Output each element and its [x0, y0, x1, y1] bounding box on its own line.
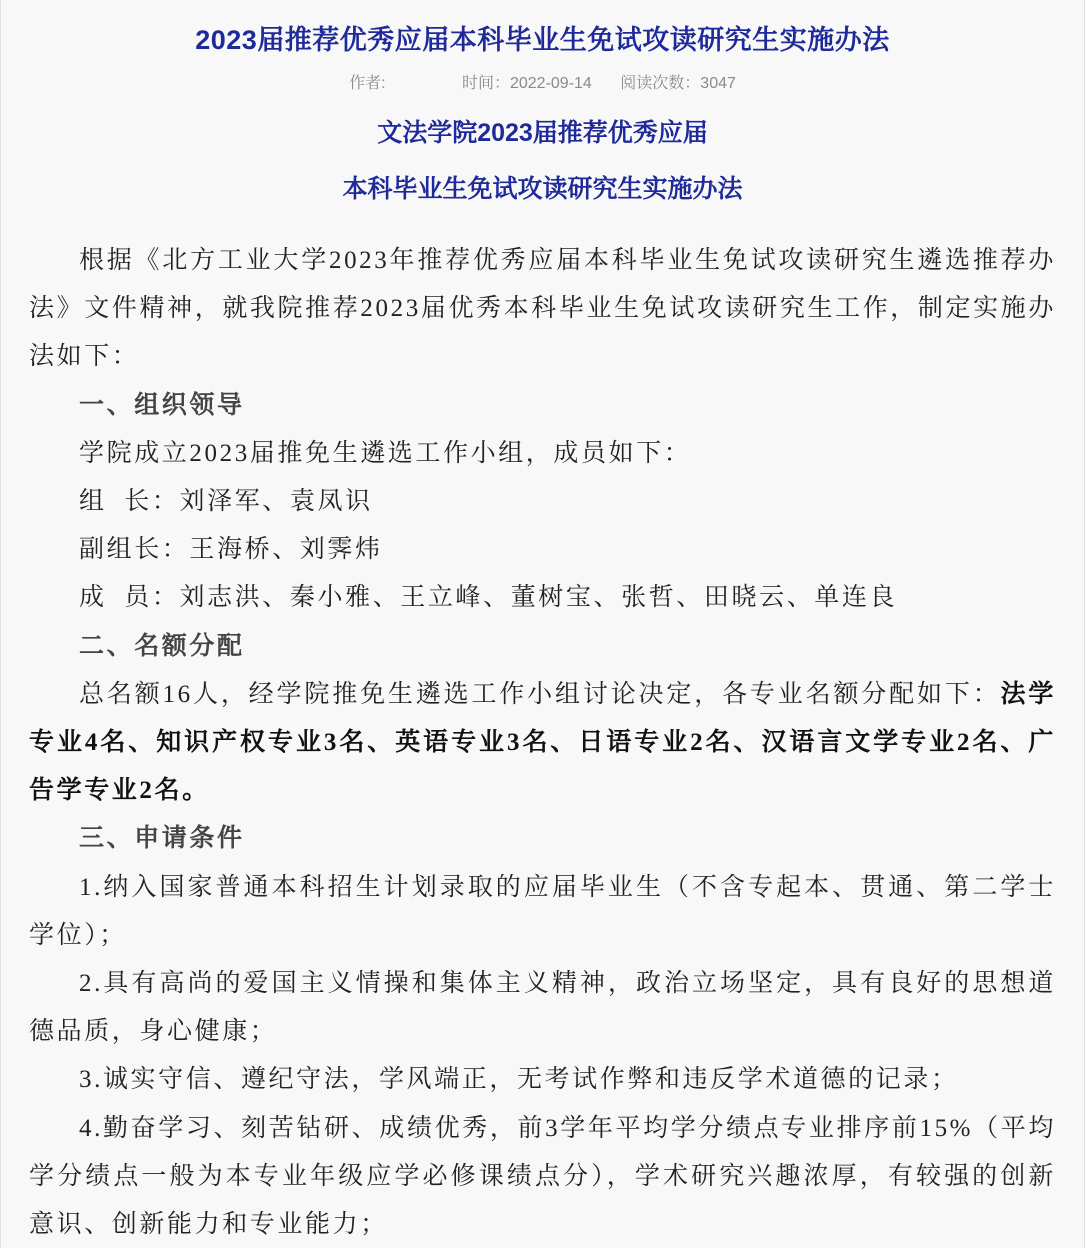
publish-date: 时间：2022-09-14 [461, 75, 592, 92]
section-1-heading: 一、组织领导 [79, 391, 245, 419]
team-members-line: 成 员：刘志洪、秦小雅、王立峰、董树宝、张哲、田晓云、单连良 [79, 584, 898, 612]
team-leader-line: 组 长：刘泽军、袁凤识 [79, 488, 373, 516]
section-2-paragraph [29, 671, 1056, 816]
article-title: 2023届推荐优秀应届本科毕业生免试攻读研究生实施办法 [195, 25, 890, 55]
section-3-heading: 三、申请条件 [79, 825, 245, 853]
intro-paragraph: 根据《北方工业大学2023年推荐优秀应届本科毕业生免试攻读研究生遴选推荐办法》文件精神，就我院推荐2023届优秀本科毕业生免试攻读研究生工作，制定实施办法如下： [29, 247, 1056, 371]
author-label: 作者: [349, 75, 386, 92]
condition-3: 3.诚实守信、遵纪守法，学风端正，无考试作弊和违反学术道德的记录； [79, 1066, 959, 1094]
view-count: 阅读次数：3047 [620, 75, 736, 92]
quota-allocation-text: 法学专业4名、知识产权专业3名、英语专业3名、日语专业2名、汉语言文学专业2名、广告学专业2名。 [29, 680, 1056, 805]
quota-intro-text: 总名额16人，经学院推免生遴选工作小组讨论决定，各专业名额分配如下： [79, 680, 1001, 708]
section-1-paragraph: 学院成立2023届推免生遴选工作小组，成员如下： [79, 439, 692, 467]
condition-4: 4.勤奋学习、刻苦钻研、成绩优秀，前3学年平均学分绩点专业排序前15%（平均学分绩点一般为本专业年级应学必修课绩点分），学术研究兴趣浓厚，有较强的创新意识、创新能力和专业能力； [29, 1114, 1056, 1239]
article-body [1, 237, 1084, 1248]
section-2-heading: 二、名额分配 [79, 632, 245, 660]
condition-1: 1.纳入国家普通本科招生计划录取的应届毕业生（不含专起本、贯通、第二学士学位）； [29, 873, 1056, 949]
condition-2: 2.具有高尚的爱国主义情操和集体主义精神，政治立场坚定，具有良好的思想道德品质，身心健康； [29, 970, 1056, 1046]
subtitle-line-1: 文法学院2023届推荐优秀应届 [377, 119, 708, 147]
subtitle-line-2: 本科毕业生免试攻读研究生实施办法 [342, 175, 743, 203]
team-vice-leader-line: 副组长：王海桥、刘霁炜 [79, 536, 383, 564]
article-meta [1, 71, 1084, 97]
